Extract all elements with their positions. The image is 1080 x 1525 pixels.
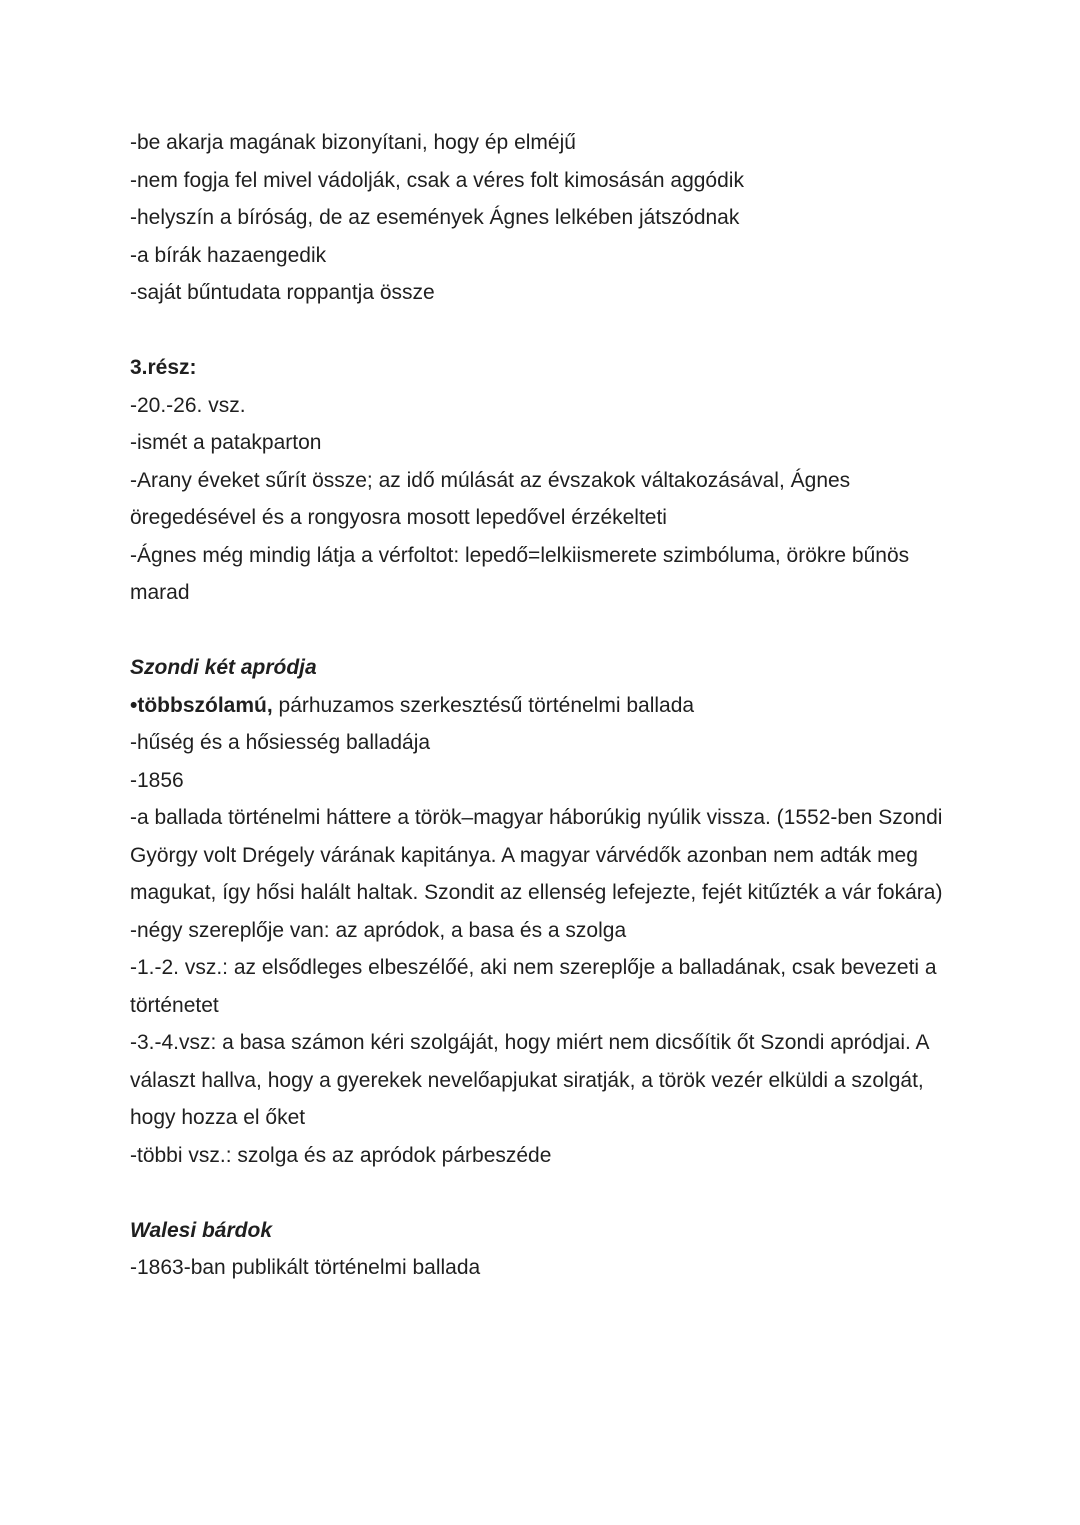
part2-line: -nem fogja fel mivel vádolják, csak a véres folt kimosásán aggódik — [130, 168, 744, 192]
szondi-first-bold: •többszólamú, — [130, 693, 273, 717]
part3-line: -20.-26. vsz. — [130, 393, 246, 417]
szondi-line: -négy szereplője van: az apródok, a basa és a szolga — [130, 918, 627, 942]
part3-heading: 3.rész: — [130, 356, 197, 379]
szondi-first-line — [130, 687, 960, 725]
szondi-line: -3.-4.vsz: a basa számon kéri szolgáját, hogy miért nem dicsőítik őt Szondi apródjai. A választ hallva, hogy a gyerekek nevelőapjukat siratják, a török vezér elküldi a szolgát, hogy hozza el őket — [130, 1031, 929, 1129]
szondi-line: -többi vsz.: szolga és az apródok párbeszéde — [130, 1143, 552, 1167]
szondi-heading: Szondi két apródja — [130, 656, 317, 679]
szondi-first-rest: párhuzamos szerkesztésű történelmi ballada — [272, 693, 695, 717]
document-page — [130, 124, 960, 1287]
walesi-heading: Walesi bárdok — [130, 1218, 272, 1242]
spacer — [130, 612, 960, 650]
part2-line: -saját bűntudata roppantja össze — [130, 281, 435, 304]
spacer — [130, 312, 960, 350]
szondi-line: -hűség és a hősiesség balladája — [130, 731, 431, 754]
part2-line: -helyszín a bíróság, de az események Ágnes lelkében játszódnak — [130, 206, 740, 229]
spacer — [130, 1174, 960, 1212]
part2-line: -be akarja magának bizonyítani, hogy ép elméjű — [130, 131, 576, 154]
part3-line: -Ágnes még mindig látja a vérfoltot: lepedő=lelkiismerete szimbóluma, örökre bűnös marad — [130, 543, 910, 604]
szondi-line: -1856 — [130, 768, 184, 792]
part3-line: -ismét a patakparton — [130, 431, 322, 454]
part3-line: -Arany éveket sűrít össze; az idő múlását az évszakok váltakozásával, Ágnes öregedésével és a rongyosra mosott lepedővel érzékelteti — [130, 468, 851, 529]
szondi-line: -a ballada történelmi háttere a török–magyar háborúkig nyúlik vissza. (1552-ben Szondi György volt Drégely várának kapitánya. A magyar várvédők azonban nem adták meg magukat, így hősi halált haltak. Szondit az ellenség lefejezte, fejét kitűzték a vár fokára) — [130, 806, 943, 904]
szondi-line: -1.-2. vsz.: az elsődleges elbeszélőé, aki nem szereplője a balladának, csak bevezeti a történetet — [130, 956, 937, 1017]
part2-line: -a bírák hazaengedik — [130, 243, 327, 267]
walesi-line: -1863-ban publikált történelmi ballada — [130, 1256, 481, 1279]
